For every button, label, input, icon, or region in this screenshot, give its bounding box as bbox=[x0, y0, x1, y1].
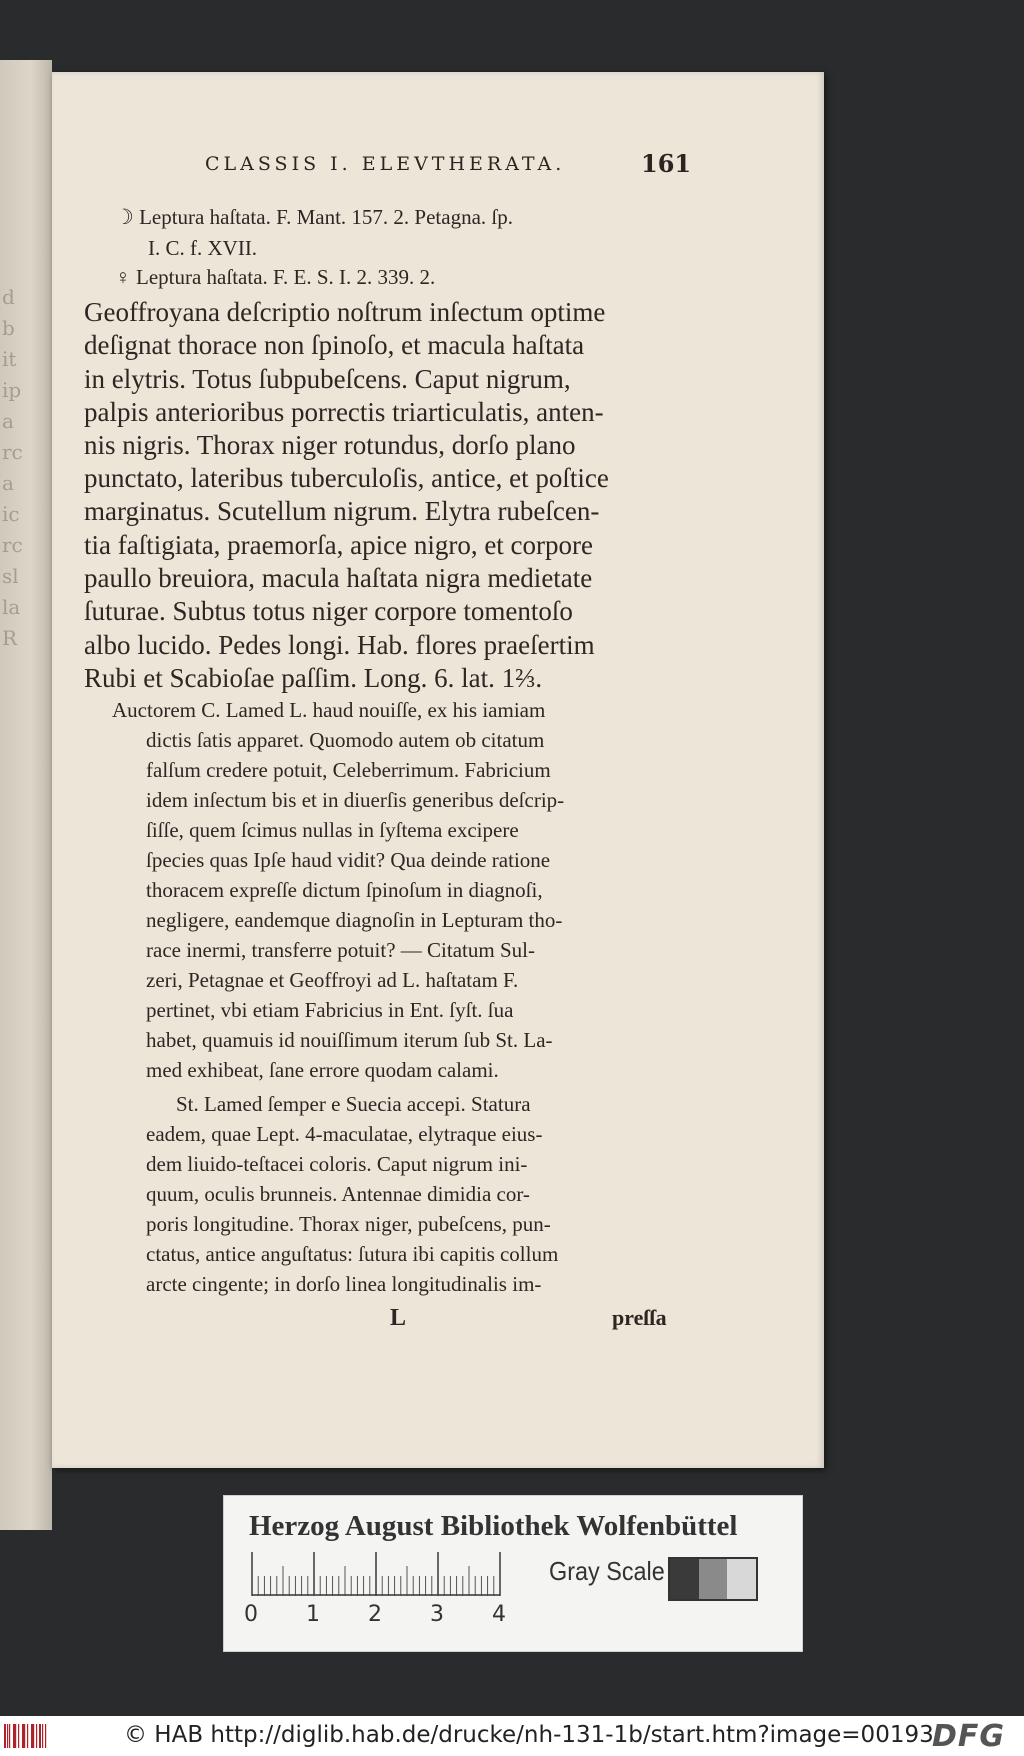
text-line: dem liuido-teſtacei coloris. Caput nigrum ini- bbox=[146, 1152, 528, 1176]
text-line: Rubi et Scabioſae paſſim. Long. 6. lat. 1⅔. bbox=[84, 663, 543, 693]
dfg-logo: DFG bbox=[932, 1719, 1006, 1754]
barcode-bar bbox=[4, 1724, 6, 1748]
text-line: idem inſectum bis et in diuerſis generibus deſcrip- bbox=[146, 788, 565, 812]
gray-swatch bbox=[670, 1559, 699, 1599]
text-line: nis nigris. Thorax niger rotundus, dorſo plano bbox=[84, 430, 576, 460]
facing-page-glyph: ip bbox=[2, 378, 22, 402]
source-url[interactable]: © HAB http://diglib.hab.de/drucke/nh-131-1b/start.htm?image=00193 bbox=[124, 1722, 934, 1748]
text-line: I. C. f. XVII. bbox=[148, 236, 258, 260]
facing-page-glyph: a bbox=[2, 409, 14, 433]
barcode-bar bbox=[27, 1724, 28, 1748]
barcode-bar bbox=[33, 1724, 34, 1748]
gray-scale-label: Gray Scale bbox=[549, 1556, 665, 1586]
gray-swatch bbox=[727, 1559, 756, 1599]
gray-swatch bbox=[699, 1559, 728, 1599]
text-line: negligere, eandemque diagnoſin in Lepturam tho- bbox=[146, 908, 563, 932]
running-head: CLASSIS I. ELEVTHERATA. bbox=[205, 153, 566, 175]
text-line: med exhibeat, ſane errore quodam calami. bbox=[146, 1058, 499, 1082]
barcode-bar bbox=[24, 1724, 25, 1748]
text-line: thoracem expreſſe dictum ſpinoſum in diagnoſi, bbox=[146, 878, 543, 902]
barcode-icon bbox=[4, 1724, 48, 1748]
color-target-card bbox=[223, 1495, 803, 1652]
text-line: deſignat thorace non ſpinoſo, et macula haſtata bbox=[84, 330, 585, 360]
text-line: palpis anterioribus porrectis triarticulatis, anten- bbox=[84, 397, 604, 427]
text-line: quum, oculis brunneis. Antennae dimidia cor- bbox=[146, 1182, 530, 1206]
text-line: eadem, quae Lept. 4-maculatae, elytraque eius- bbox=[146, 1122, 543, 1146]
text-line: ſiſſe, quem ſcimus nullas in ſyſtema excipere bbox=[146, 818, 519, 842]
facing-page-glyph: a bbox=[2, 471, 14, 495]
text-line: race inermi, transferre potuit? — Citatum Sul- bbox=[146, 938, 535, 962]
text-line: falſum credere potuit, Celeberrimum. Fabricium bbox=[146, 758, 551, 782]
ruler-number: 4 bbox=[492, 1602, 506, 1627]
text-line: ctatus, antice anguſtatus: ſutura ibi capitis collum bbox=[146, 1242, 559, 1266]
barcode-bar bbox=[15, 1724, 16, 1748]
viewer-footer bbox=[0, 1716, 1024, 1756]
text-line: ſpecies quas Ipſe haud vidit? Qua deinde ratione bbox=[146, 848, 551, 872]
text-line: Auctorem C. Lamed L. haud nouiſſe, ex his iamiam bbox=[112, 698, 546, 722]
barcode-bar bbox=[31, 1724, 33, 1748]
text-line: Geoffroyana deſcriptio noſtrum inſectum optime bbox=[84, 297, 606, 327]
barcode-bar bbox=[9, 1724, 10, 1748]
text-line: tia faſtigiata, praemorſa, apice nigro, et corpore bbox=[84, 530, 594, 560]
facing-page-glyph: sl bbox=[2, 564, 19, 588]
text-line: pertinet, vbi etiam Fabricius in Ent. ſyſt. ſua bbox=[146, 998, 514, 1022]
text-line: ☽ Leptura haſtata. F. Mant. 157. 2. Petagna. ſp. bbox=[115, 205, 513, 229]
ruler-number: 2 bbox=[368, 1602, 382, 1627]
text-line: arcte cingente; in dorſo linea longitudinalis im- bbox=[146, 1272, 542, 1296]
page-number: 161 bbox=[641, 149, 692, 178]
text-line: in elytris. Totus ſubpubeſcens. Caput nigrum, bbox=[84, 364, 571, 394]
catchword: preſſa bbox=[612, 1305, 667, 1330]
text-line: marginatus. Scutellum nigrum. Elytra rubeſcen- bbox=[84, 496, 600, 526]
text-line: paullo breuiora, macula haſtata nigra medietate bbox=[84, 563, 593, 593]
barcode-bar bbox=[7, 1724, 8, 1748]
ruler-scale bbox=[250, 1552, 502, 1596]
text-line: albo lucido. Pedes longi. Hab. flores praeſertim bbox=[84, 630, 595, 660]
text-line: zeri, Petagnae et Geoffroyi ad L. haſtatam F. bbox=[146, 968, 519, 992]
text-line: poris longitudine. Thorax niger, pubeſcens, pun- bbox=[146, 1212, 551, 1236]
barcode-bar bbox=[45, 1724, 46, 1748]
facing-page-glyph: R bbox=[2, 626, 18, 650]
facing-page-glyph: d bbox=[2, 285, 15, 309]
facing-page-glyph: la bbox=[2, 595, 21, 619]
barcode-bar bbox=[36, 1724, 37, 1748]
facing-page-glyph: rc bbox=[2, 440, 23, 464]
ruler-number: 3 bbox=[430, 1602, 444, 1627]
text-line: punctato, lateribus tuberculoſis, antice, et poſtice bbox=[84, 463, 609, 493]
facing-page-glyph: b bbox=[2, 316, 15, 340]
signature-mark: L bbox=[390, 1305, 407, 1331]
ruler-number: 1 bbox=[306, 1602, 320, 1627]
text-line: dictis ſatis apparet. Quomodo autem ob citatum bbox=[146, 728, 545, 752]
text-line: St. Lamed ſemper e Suecia accepi. Statura bbox=[176, 1092, 531, 1116]
facing-page-glyph: ic bbox=[2, 502, 20, 526]
text-line: ſuturae. Subtus totus niger corpore tomentoſo bbox=[84, 596, 573, 626]
barcode-bar bbox=[22, 1724, 24, 1748]
barcode-bar bbox=[18, 1724, 19, 1748]
facing-page-edge bbox=[0, 60, 52, 1530]
facing-page-glyph: rc bbox=[2, 533, 23, 557]
barcode-bar bbox=[13, 1724, 15, 1748]
gray-scale-swatches bbox=[668, 1557, 758, 1601]
library-name: Herzog August Bibliothek Wolfenbüttel bbox=[249, 1510, 738, 1542]
barcode-bar bbox=[39, 1724, 41, 1748]
facing-page-glyph: it bbox=[2, 347, 17, 371]
barcode-bar bbox=[42, 1724, 43, 1748]
text-line: ♀ Leptura haſtata. F. E. S. I. 2. 339. 2. bbox=[115, 265, 436, 289]
text-line: habet, quamuis id nouiſſimum iterum ſub St. La- bbox=[146, 1028, 553, 1052]
ruler-number: 0 bbox=[244, 1602, 258, 1627]
